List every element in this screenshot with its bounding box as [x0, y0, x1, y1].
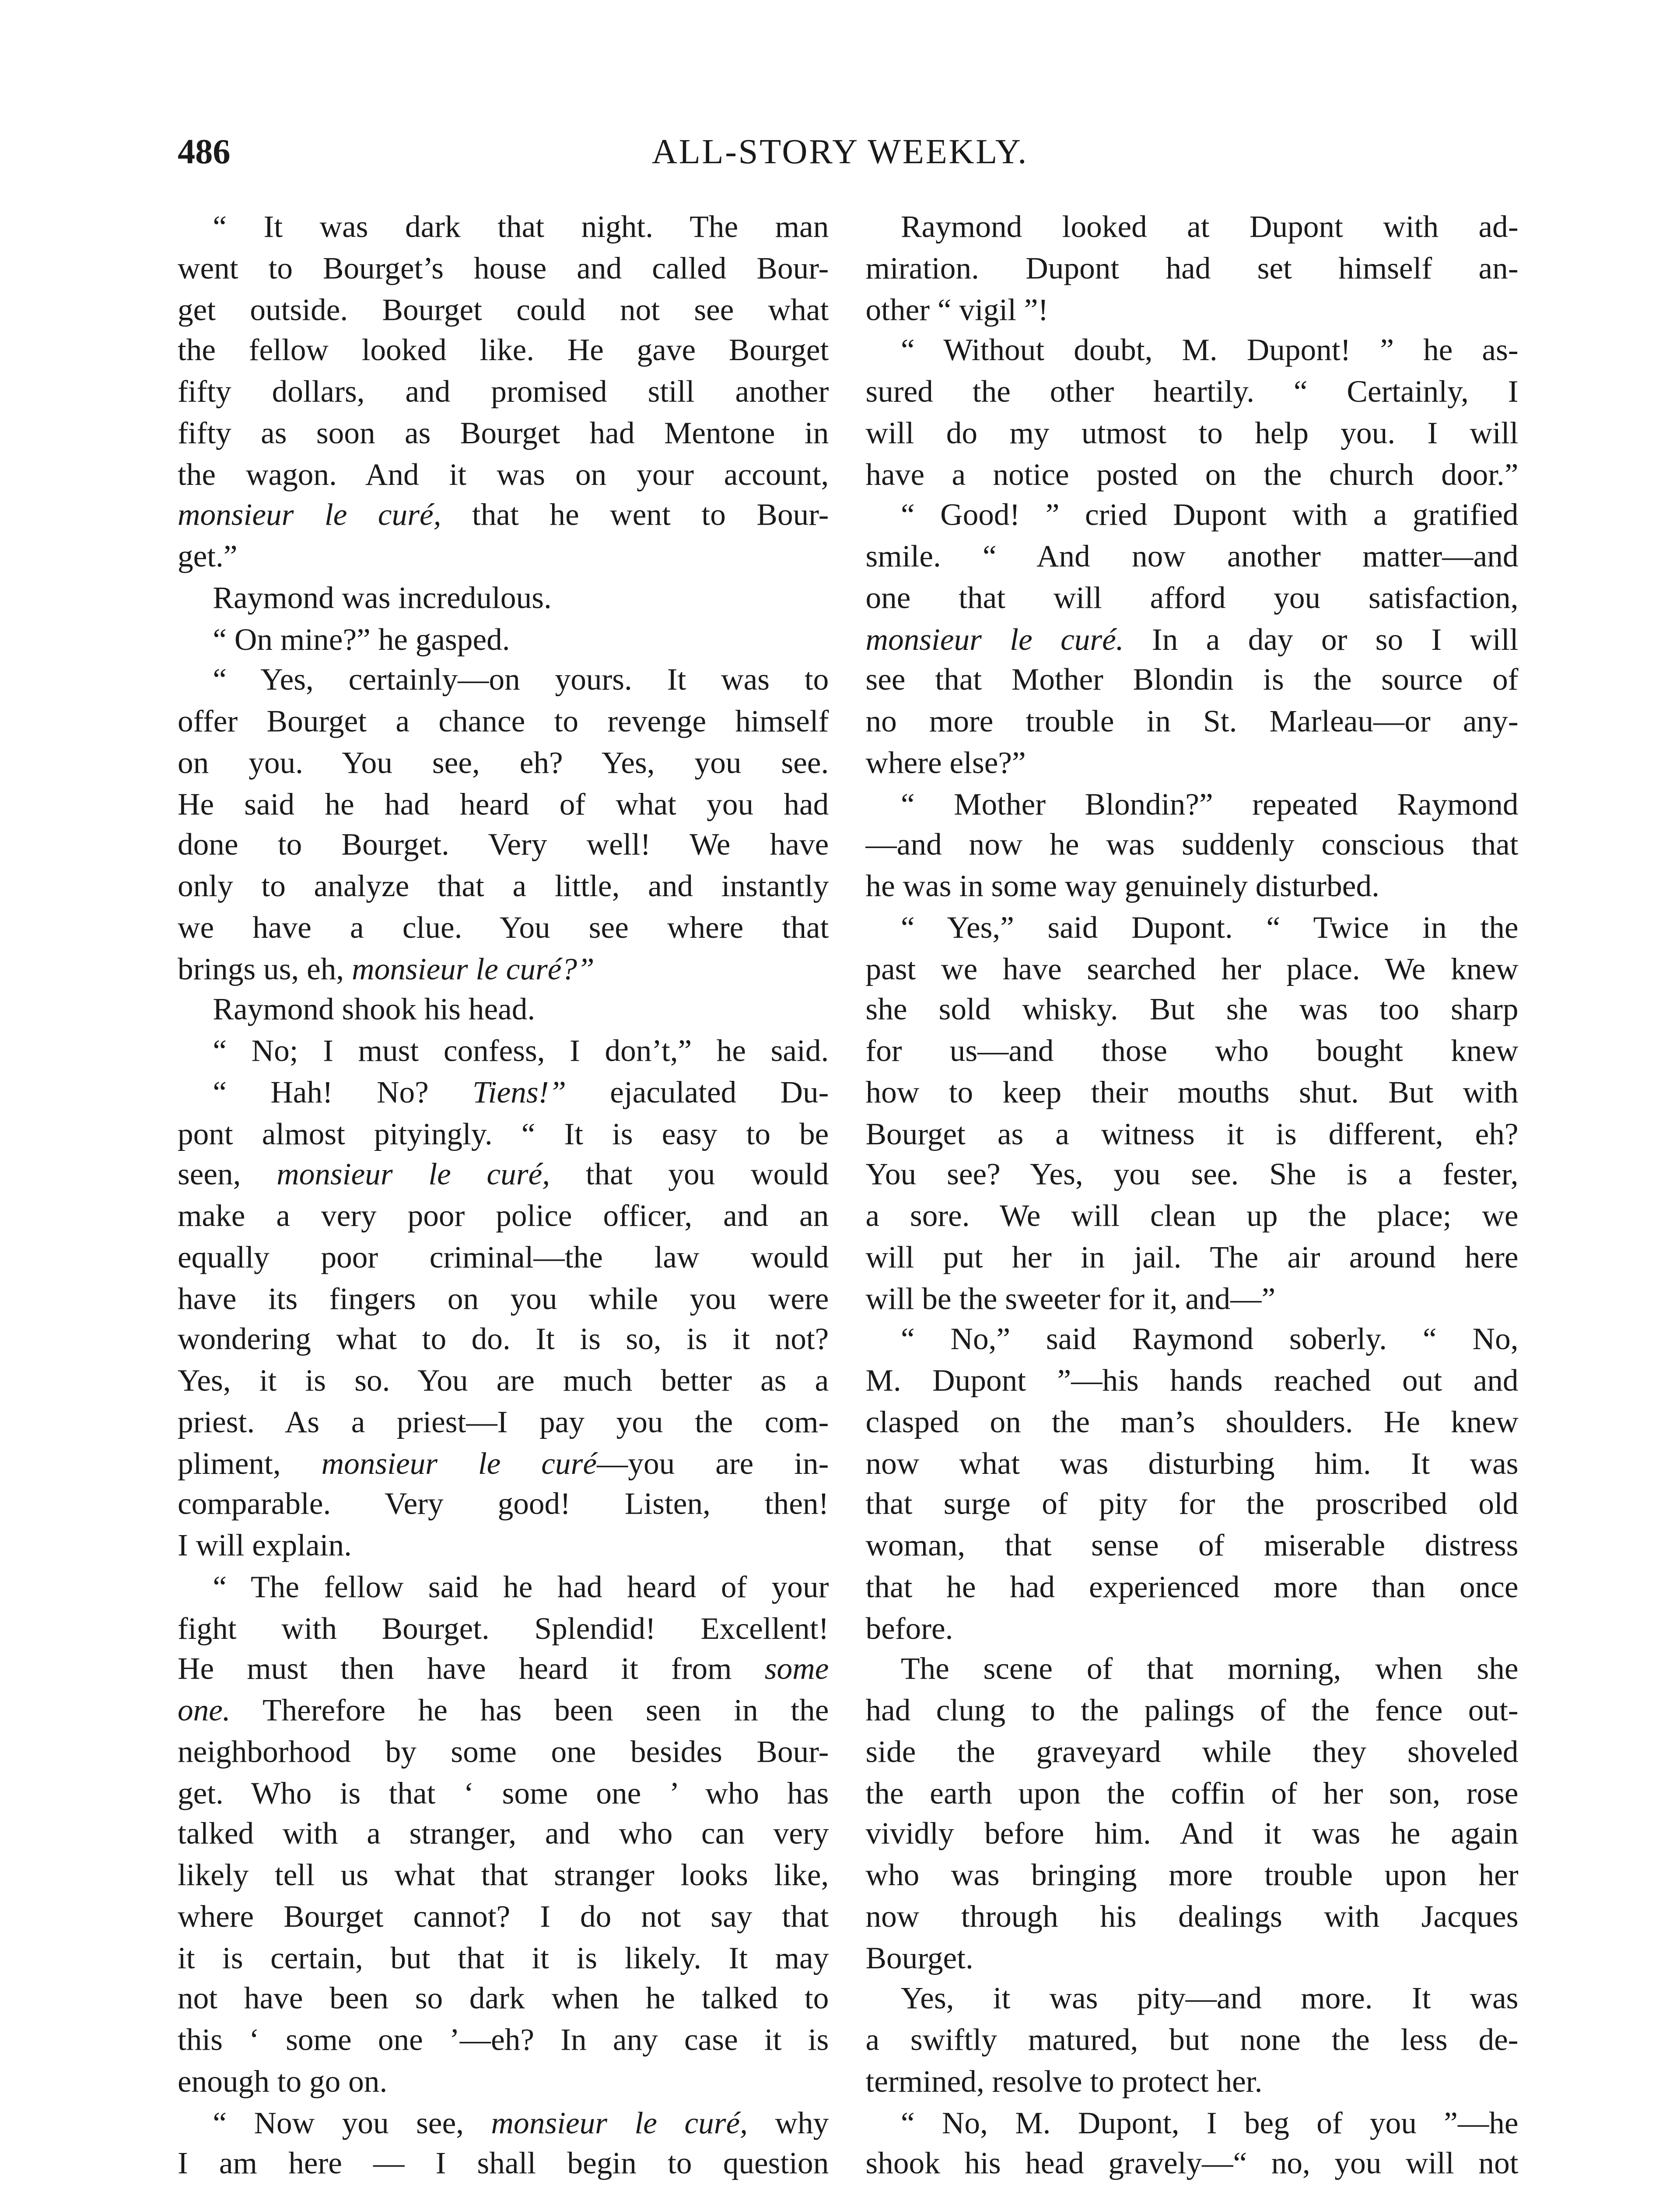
text-line: shook his head gravely—“ no, you will not — [865, 2148, 1519, 2182]
text-line: had clung to the palings of the fence out- — [865, 1694, 1519, 1729]
text-line: will put her in jail. The air around here — [865, 1241, 1519, 1275]
text-line: she sold whisky. But she was too sharp — [865, 994, 1519, 1028]
text-line: it is certain, but that it is likely. It may — [177, 1942, 829, 1976]
text-line: “ Now you see, monsieur le curé, why — [213, 2107, 829, 2141]
text-line: this ‘ some one ’—eh? In any case it is — [177, 2024, 829, 2058]
text-line: likely tell us what that stranger looks like, — [177, 1859, 829, 1893]
text-line: “ Without doubt, M. Dupont! ” he as- — [900, 335, 1519, 369]
text-line: for us—and those who bought knew — [865, 1035, 1519, 1069]
text-line: get. Who is that ‘ some one ’ who has — [177, 1777, 829, 1811]
text-line: “ The fellow said he had heard of your — [213, 1571, 829, 1605]
page-number: 486 — [177, 131, 231, 172]
text-line: M. Dupont ”—his hands reached out and — [865, 1365, 1519, 1399]
text-line: pont almost pityingly. “ It is easy to be — [177, 1118, 829, 1152]
text-line: smile. “ And now another matter—and — [865, 541, 1519, 575]
text-line: He said he had heard of what you had — [177, 788, 829, 822]
text-line: other “ vigil ”! — [865, 294, 1049, 327]
text-line: get.” — [177, 541, 238, 575]
text-line: make a very poor police officer, and an — [177, 1200, 829, 1234]
text-line: “ No; I must confess, I don’t,” he said. — [213, 1035, 829, 1069]
text-line: equally poor criminal—the law would — [177, 1241, 829, 1275]
text-line: “ It was dark that night. The man — [213, 211, 829, 245]
text-line: a sore. We will clean up the place; we — [865, 1200, 1519, 1234]
text-line: he was in some way genuinely disturbed. — [865, 870, 1379, 905]
text-line: monsieur le curé, that he went to Bour- — [177, 499, 829, 533]
text-line: woman, that sense of miserable distress — [865, 1530, 1519, 1564]
text-line: “ Yes,” said Dupont. “ Twice in the — [900, 912, 1519, 946]
text-line: the fellow looked like. He gave Bourget — [177, 335, 829, 369]
text-line: fight with Bourget. Splendid! Excellent! — [177, 1612, 829, 1646]
text-line: one. Therefore he has been seen in the — [177, 1694, 829, 1729]
text-line: get outside. Bourget could not see what — [177, 294, 829, 327]
text-line — [178, 2186, 829, 2188]
text-line: past we have searched her place. We knew — [865, 953, 1519, 987]
text-line: not have been so dark when he talked to — [177, 1983, 829, 2017]
text-line: Raymond was incredulous. — [213, 582, 552, 616]
text-line: who was bringing more trouble upon her — [865, 1859, 1519, 1893]
text-line: —and now he was suddenly conscious that — [865, 829, 1519, 863]
text-line: brings us, eh, monsieur le curé?” — [177, 953, 595, 987]
left-text-column — [178, 208, 829, 2188]
text-line: I will explain. — [177, 1530, 352, 1564]
text-line: Yes, it is so. You are much better as a — [177, 1365, 829, 1399]
text-line: Raymond shook his head. — [213, 994, 536, 1028]
text-line: neighborhood by some one besides Bour- — [177, 1736, 829, 1770]
text-line: offer Bourget a chance to revenge himself — [177, 705, 829, 740]
page-header — [0, 131, 1680, 195]
text-line: pliment, monsieur le curé—you are in- — [177, 1447, 829, 1481]
text-line: “ No,” said Raymond soberly. “ No, — [900, 1324, 1519, 1358]
text-line: enough to go on. — [177, 2065, 388, 2100]
text-line: fifty dollars, and promised still another — [177, 376, 829, 410]
text-line: “ Mother Blondin?” repeated Raymond — [900, 788, 1519, 822]
text-line — [865, 2186, 1518, 2188]
text-line: “ Good! ” cried Dupont with a gratified — [900, 499, 1519, 533]
text-line: clasped on the man’s shoulders. He knew — [865, 1406, 1519, 1440]
text-line: vividly before him. And it was he again — [865, 1818, 1519, 1852]
text-line: comparable. Very good! Listen, then! — [177, 1489, 829, 1522]
text-line: side the graveyard while they shoveled — [865, 1736, 1519, 1770]
text-line: will do my utmost to help you. I will — [865, 417, 1519, 451]
text-line: termined, resolve to protect her. — [865, 2065, 1263, 2100]
text-line: went to Bourget’s house and called Bour- — [177, 252, 829, 286]
text-line: talked with a stranger, and who can very — [177, 1818, 829, 1852]
text-line: now what was disturbing him. It was — [865, 1447, 1519, 1481]
text-line: The scene of that morning, when she — [900, 1653, 1519, 1687]
text-line: seen, monsieur le curé, that you would — [177, 1159, 829, 1193]
text-line: now through his dealings with Jacques — [865, 1900, 1519, 1935]
right-text-column — [865, 208, 1518, 2188]
text-line: will be the sweeter for it, and—” — [865, 1283, 1276, 1316]
text-line: before. — [865, 1612, 953, 1646]
text-line: only to analyze that a little, and instantly — [177, 870, 829, 905]
text-line: have its fingers on you while you were — [177, 1283, 829, 1316]
text-line: a swiftly matured, but none the less de- — [865, 2024, 1519, 2058]
text-line: done to Bourget. Very well! We have — [177, 829, 829, 863]
text-line: fifty as soon as Bourget had Mentone in — [177, 417, 829, 451]
text-line: Raymond looked at Dupont with ad- — [900, 211, 1519, 245]
text-line: that surge of pity for the proscribed old — [865, 1489, 1519, 1522]
text-line: that he had experienced more than once — [865, 1571, 1519, 1605]
text-line: where Bourget cannot? I do not say that — [177, 1900, 829, 1935]
text-line: how to keep their mouths shut. But with — [865, 1076, 1519, 1111]
running-title: ALL-STORY WEEKLY. — [651, 131, 1029, 172]
text-line: see that Mother Blondin is the source of — [865, 664, 1519, 698]
text-line: Yes, it was pity—and more. It was — [900, 1983, 1519, 2017]
text-line: where else?” — [865, 747, 1026, 781]
text-line: the wagon. And it was on your account, — [177, 458, 829, 492]
text-line: miration. Dupont had set himself an- — [865, 252, 1519, 286]
text-line: “ No, M. Dupont, I beg of you ”—he — [900, 2107, 1519, 2141]
text-line: He must then have heard it from some — [177, 1653, 829, 1687]
text-line: Bourget. — [865, 1942, 973, 1976]
text-line: wondering what to do. It is so, is it not? — [177, 1324, 829, 1358]
text-line: we have a clue. You see where that — [177, 912, 829, 946]
text-line: “ Yes, certainly—on yours. It was to — [213, 664, 829, 698]
text-line: priest. As a priest—I pay you the com- — [177, 1406, 829, 1440]
text-line: You see? Yes, you see. She is a fester, — [865, 1159, 1519, 1193]
text-line: “ On mine?” he gasped. — [213, 623, 510, 657]
text-line: monsieur le curé. In a day or so I will — [865, 623, 1519, 657]
text-line: no more trouble in St. Marleau—or any- — [865, 705, 1519, 740]
text-line: one that will afford you satisfaction, — [865, 582, 1519, 616]
text-line: sured the other heartily. “ Certainly, I — [865, 376, 1519, 410]
text-line: I am here — I shall begin to question — [177, 2148, 829, 2182]
text-line: “ Hah! No? Tiens!” ejaculated Du- — [213, 1076, 829, 1111]
text-line: have a notice posted on the church door.” — [865, 458, 1519, 492]
text-line: the earth upon the coffin of her son, rose — [865, 1777, 1519, 1811]
text-line: Bourget as a witness it is different, eh? — [865, 1118, 1519, 1152]
text-line: on you. You see, eh? Yes, you see. — [177, 747, 829, 781]
